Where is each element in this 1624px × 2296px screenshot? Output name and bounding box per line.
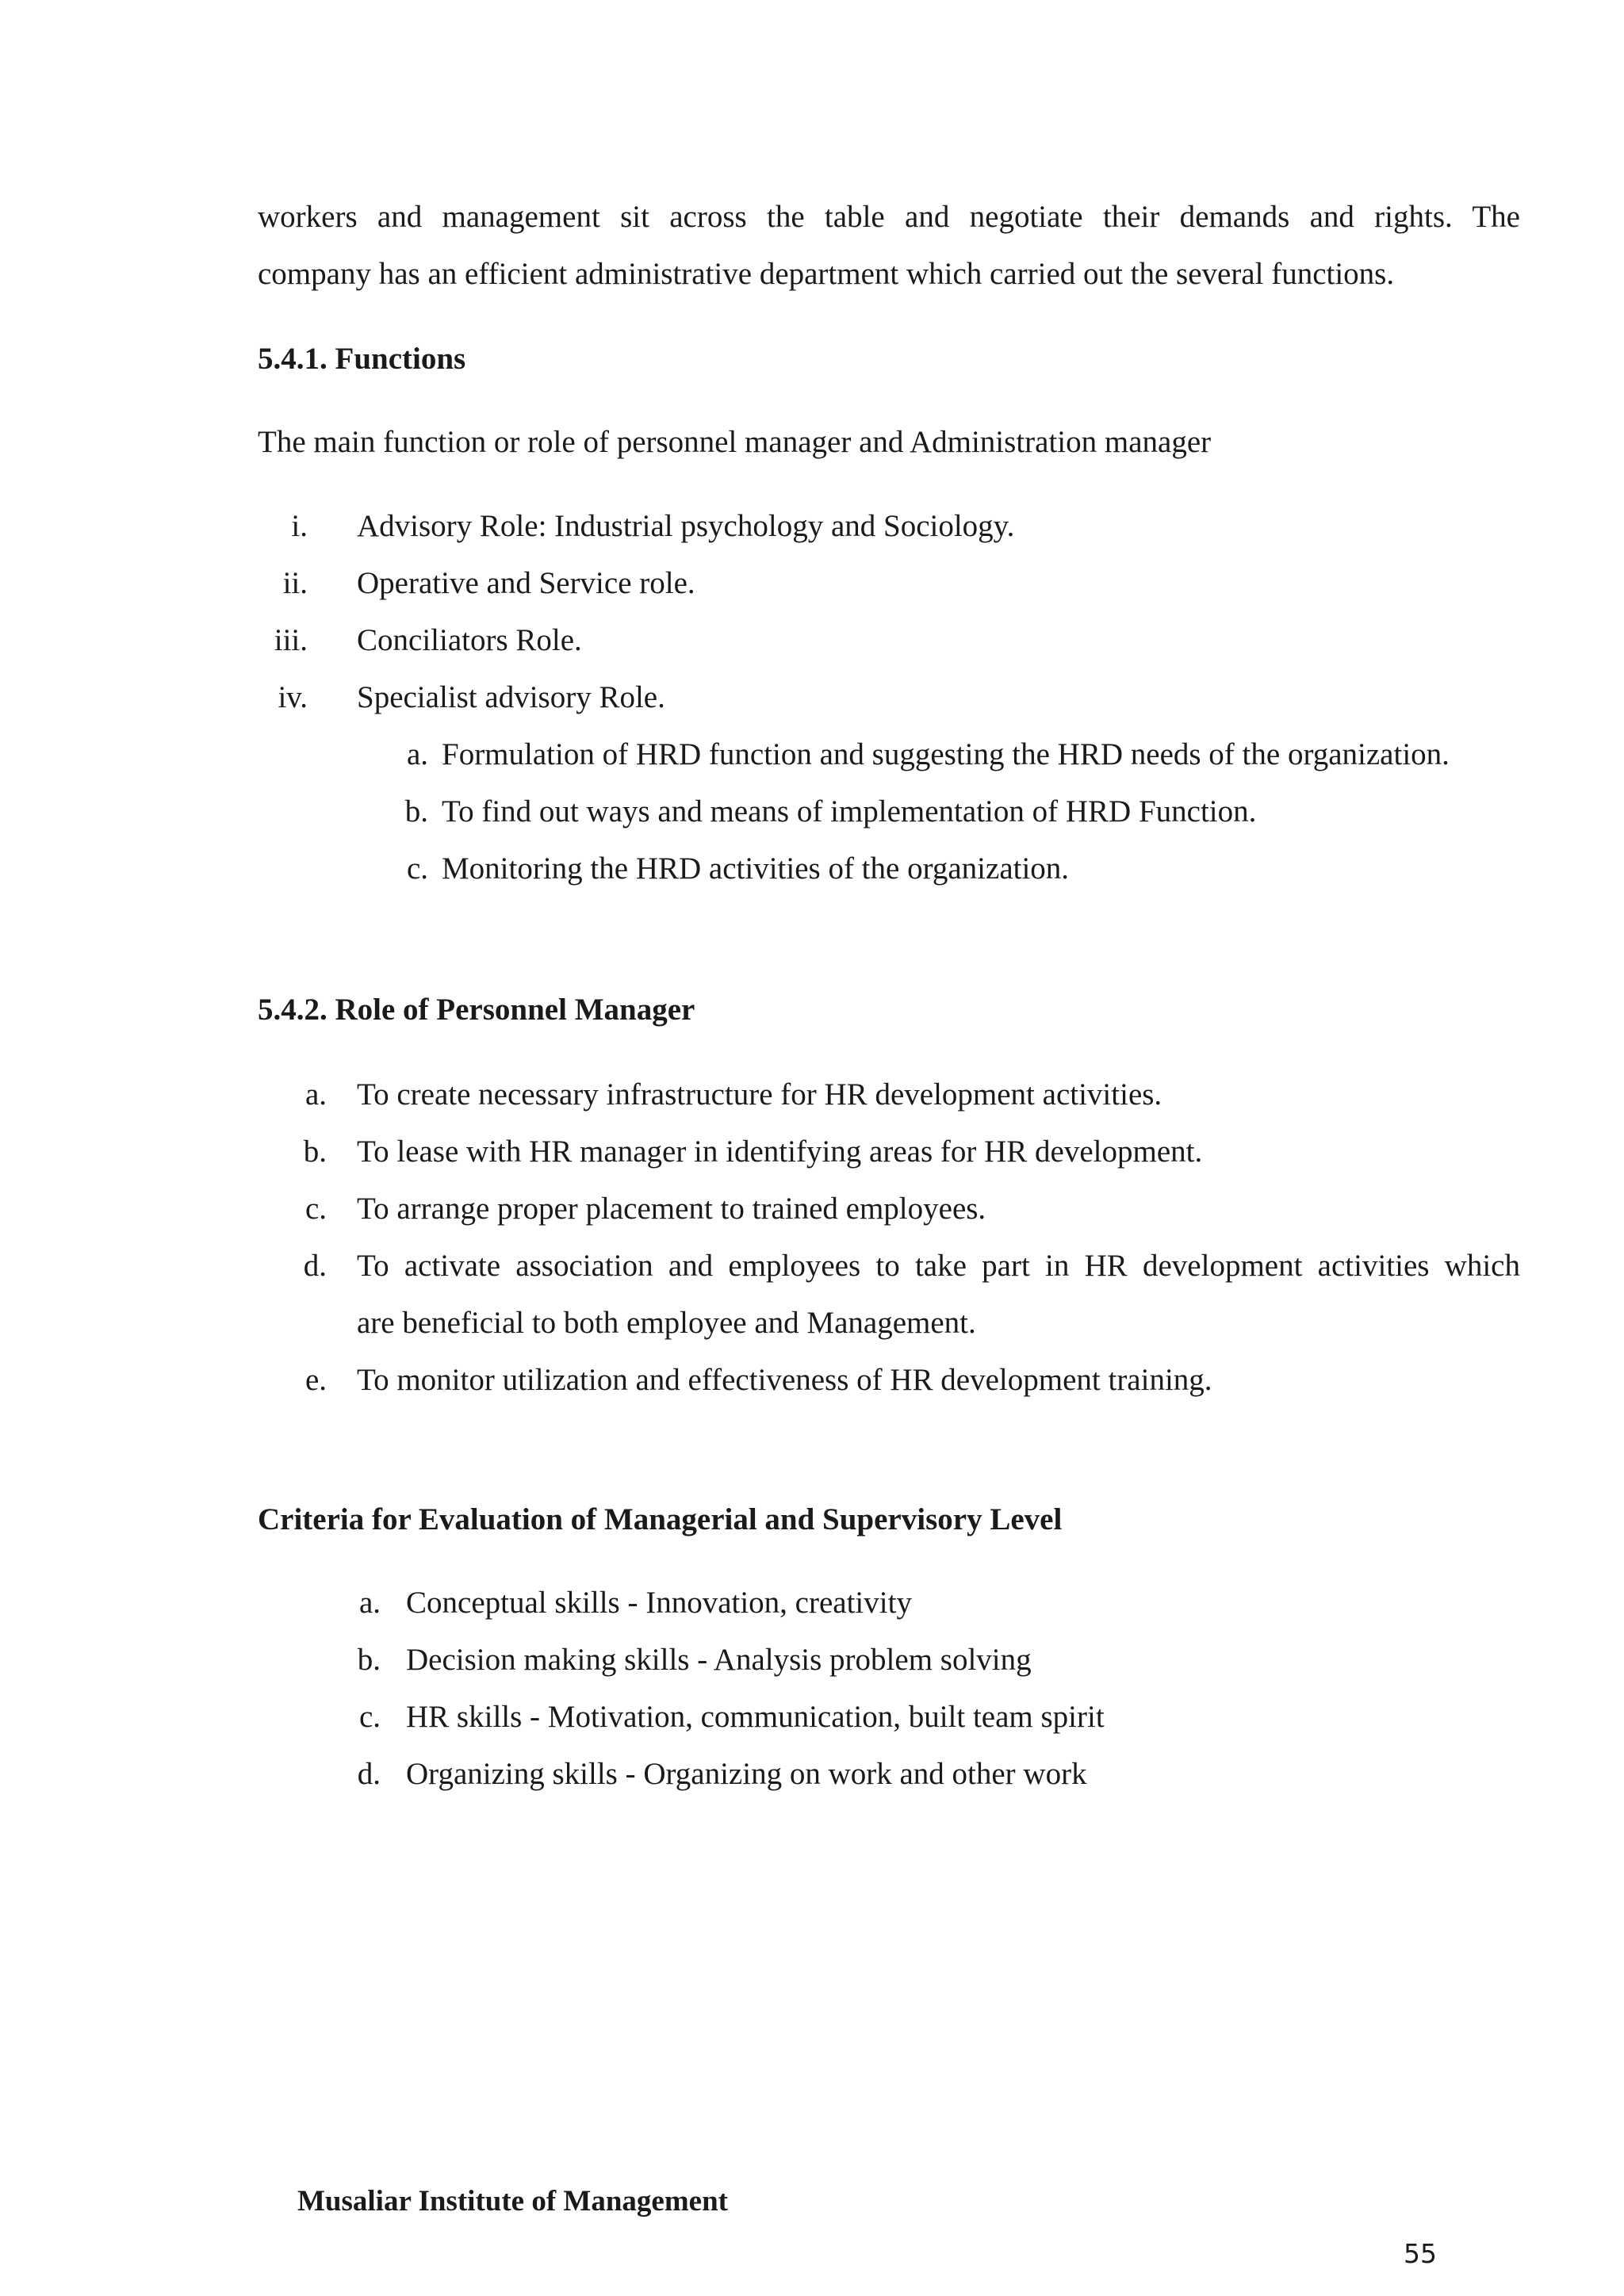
list-marker: c. — [304, 1192, 327, 1226]
list-marker: e. — [304, 1363, 327, 1397]
list-item: Organizing skills - Organizing on work and other work — [406, 1757, 1087, 1791]
sublist-marker: c. — [406, 851, 428, 886]
intro-line-2: company has an efficient administrative department which carried out the several functions. — [258, 257, 1395, 291]
functions-lead-text: The main function or role of personnel manager and Administration manager — [258, 425, 1212, 459]
list-marker: iii. — [274, 623, 308, 657]
list-marker: b. — [357, 1643, 381, 1677]
list-item: To create necessary infrastructure for HR development activities. — [357, 1077, 1162, 1112]
footer-organization: Musaliar Institute of Management — [297, 2185, 728, 2218]
sublist-item: To find out ways and means of implementation of HRD Function. — [442, 794, 1257, 828]
intro-paragraph — [258, 189, 1520, 303]
sublist-item: Monitoring the HRD activities of the organization. — [442, 851, 1070, 886]
list-item: Conceptual skills - Innovation, creativity — [406, 1586, 912, 1620]
sublist-marker: a. — [406, 737, 428, 771]
list-item: Decision making skills - Analysis problem solving — [406, 1643, 1032, 1677]
page-number: 55 — [1404, 2238, 1437, 2269]
intro-line-1: workers and management sit across the table and negotiate their demands and rights. The — [258, 200, 1520, 234]
list-marker: d. — [303, 1249, 327, 1283]
list-item-continuation: are beneficial to both employee and Management. — [357, 1306, 976, 1340]
list-item: Advisory Role: Industrial psychology and Sociology. — [357, 509, 1015, 543]
section-heading-criteria: Criteria for Evaluation of Managerial and Supervisory Level — [258, 1502, 1063, 1536]
list-marker: ii. — [282, 566, 308, 600]
list-marker: c. — [358, 1700, 381, 1734]
list-marker: d. — [357, 1757, 381, 1791]
sublist-marker: b. — [404, 794, 428, 828]
list-marker: a. — [304, 1077, 327, 1112]
list-marker: iv. — [278, 680, 308, 714]
list-item: Operative and Service role. — [357, 566, 695, 600]
section-heading-functions: 5.4.1. Functions — [258, 342, 466, 376]
list-marker: a. — [358, 1586, 381, 1620]
list-item: To arrange proper placement to trained employees. — [357, 1192, 986, 1226]
list-marker: i. — [291, 509, 308, 543]
list-item: To monitor utilization and effectiveness of HR development training. — [357, 1363, 1212, 1397]
list-item: Specialist advisory Role. — [357, 680, 665, 714]
list-marker: b. — [303, 1135, 327, 1169]
list-item: Conciliators Role. — [357, 623, 582, 657]
sublist-item: Formulation of HRD function and suggesting the HRD needs of the organization. — [442, 737, 1450, 771]
section-heading-role: 5.4.2. Role of Personnel Manager — [258, 993, 695, 1027]
list-item: To activate association and employees to take part in HR development activities which — [357, 1249, 1520, 1283]
list-item: To lease with HR manager in identifying areas for HR development. — [357, 1135, 1203, 1169]
list-item: HR skills - Motivation, communication, built team spirit — [406, 1700, 1105, 1734]
